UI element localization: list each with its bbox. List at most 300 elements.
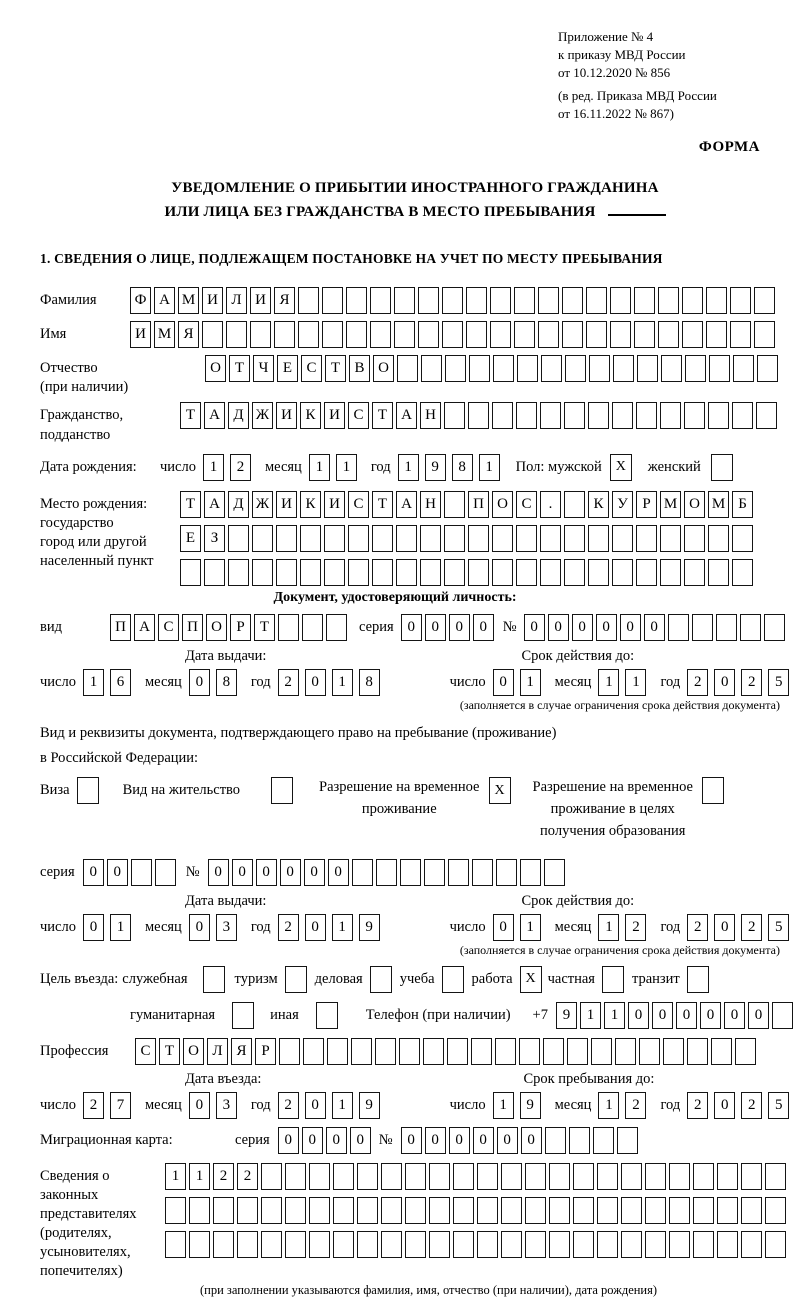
- char-cell[interactable]: [706, 321, 727, 348]
- char-cell[interactable]: 0: [628, 1002, 649, 1029]
- char-cell[interactable]: [711, 1038, 732, 1065]
- char-cell[interactable]: 0: [326, 1127, 347, 1154]
- char-cell[interactable]: [717, 1231, 738, 1258]
- char-cell[interactable]: [237, 1197, 258, 1224]
- char-cell[interactable]: 2: [278, 669, 299, 696]
- char-cell[interactable]: [597, 1231, 618, 1258]
- char-cell[interactable]: [741, 1163, 762, 1190]
- char-cell[interactable]: [716, 614, 737, 641]
- char-cell[interactable]: [519, 1038, 540, 1065]
- char-cell[interactable]: 2: [741, 914, 762, 941]
- char-cell[interactable]: [477, 1163, 498, 1190]
- char-cell[interactable]: [684, 525, 705, 552]
- char-cell[interactable]: С: [348, 402, 369, 429]
- char-cell[interactable]: 0: [493, 914, 514, 941]
- char-cell[interactable]: [396, 559, 417, 586]
- char-cell[interactable]: 0: [748, 1002, 769, 1029]
- char-cell[interactable]: Я: [178, 321, 199, 348]
- char-cell[interactable]: С: [158, 614, 179, 641]
- char-cell[interactable]: [189, 1197, 210, 1224]
- char-cell[interactable]: [213, 1197, 234, 1224]
- temp-permit-checkbox[interactable]: X: [489, 777, 511, 804]
- char-cell[interactable]: Т: [325, 355, 346, 382]
- char-cell[interactable]: 0: [449, 1127, 470, 1154]
- char-cell[interactable]: [309, 1197, 330, 1224]
- char-cell[interactable]: О: [492, 491, 513, 518]
- char-cell[interactable]: [525, 1197, 546, 1224]
- char-cell[interactable]: [612, 402, 633, 429]
- char-cell[interactable]: [237, 1231, 258, 1258]
- char-cell[interactable]: [303, 1038, 324, 1065]
- char-cell[interactable]: [381, 1197, 402, 1224]
- char-cell[interactable]: [226, 321, 247, 348]
- char-cell[interactable]: [562, 321, 583, 348]
- char-cell[interactable]: [645, 1163, 666, 1190]
- char-cell[interactable]: Т: [372, 491, 393, 518]
- char-cell[interactable]: 2: [230, 454, 251, 481]
- char-cell[interactable]: [708, 402, 729, 429]
- char-cell[interactable]: [453, 1231, 474, 1258]
- char-cell[interactable]: [730, 321, 751, 348]
- char-cell[interactable]: 0: [280, 859, 301, 886]
- char-cell[interactable]: 0: [548, 614, 569, 641]
- char-cell[interactable]: [520, 859, 541, 886]
- char-cell[interactable]: 0: [328, 859, 349, 886]
- char-cell[interactable]: [468, 559, 489, 586]
- char-cell[interactable]: С: [135, 1038, 156, 1065]
- char-cell[interactable]: [477, 1231, 498, 1258]
- char-cell[interactable]: [333, 1197, 354, 1224]
- char-cell[interactable]: 0: [714, 1092, 735, 1119]
- char-cell[interactable]: [228, 525, 249, 552]
- temp-permit-edu-checkbox[interactable]: [702, 777, 724, 804]
- char-cell[interactable]: 2: [237, 1163, 258, 1190]
- char-cell[interactable]: М: [154, 321, 175, 348]
- char-cell[interactable]: [261, 1163, 282, 1190]
- char-cell[interactable]: [423, 1038, 444, 1065]
- char-cell[interactable]: 0: [189, 669, 210, 696]
- char-cell[interactable]: [682, 287, 703, 314]
- char-cell[interactable]: 1: [520, 669, 541, 696]
- char-cell[interactable]: [549, 1197, 570, 1224]
- char-cell[interactable]: [405, 1231, 426, 1258]
- char-cell[interactable]: 0: [189, 914, 210, 941]
- char-cell[interactable]: Т: [254, 614, 275, 641]
- char-cell[interactable]: [471, 1038, 492, 1065]
- char-cell[interactable]: Т: [180, 402, 201, 429]
- char-cell[interactable]: [549, 1163, 570, 1190]
- char-cell[interactable]: [370, 321, 391, 348]
- char-cell[interactable]: 2: [83, 1092, 104, 1119]
- char-cell[interactable]: [525, 1231, 546, 1258]
- char-cell[interactable]: [544, 859, 565, 886]
- char-cell[interactable]: [396, 525, 417, 552]
- char-cell[interactable]: [639, 1038, 660, 1065]
- char-cell[interactable]: 1: [479, 454, 500, 481]
- char-cell[interactable]: [693, 1197, 714, 1224]
- char-cell[interactable]: М: [178, 287, 199, 314]
- char-cell[interactable]: А: [134, 614, 155, 641]
- char-cell[interactable]: [279, 1038, 300, 1065]
- char-cell[interactable]: [376, 859, 397, 886]
- char-cell[interactable]: 0: [521, 1127, 542, 1154]
- char-cell[interactable]: [394, 287, 415, 314]
- char-cell[interactable]: 9: [520, 1092, 541, 1119]
- char-cell[interactable]: [764, 614, 785, 641]
- char-cell[interactable]: Н: [420, 402, 441, 429]
- char-cell[interactable]: [326, 614, 347, 641]
- char-cell[interactable]: И: [202, 287, 223, 314]
- char-cell[interactable]: Ж: [252, 402, 273, 429]
- char-cell[interactable]: О: [684, 491, 705, 518]
- char-cell[interactable]: [610, 321, 631, 348]
- char-cell[interactable]: [540, 402, 561, 429]
- char-cell[interactable]: 0: [256, 859, 277, 886]
- char-cell[interactable]: [324, 559, 345, 586]
- char-cell[interactable]: М: [660, 491, 681, 518]
- char-cell[interactable]: [645, 1231, 666, 1258]
- char-cell[interactable]: [468, 402, 489, 429]
- char-cell[interactable]: 2: [687, 669, 708, 696]
- char-cell[interactable]: [493, 355, 514, 382]
- char-cell[interactable]: 0: [596, 614, 617, 641]
- char-cell[interactable]: 0: [493, 669, 514, 696]
- char-cell[interactable]: [370, 287, 391, 314]
- char-cell[interactable]: [516, 402, 537, 429]
- char-cell[interactable]: Р: [230, 614, 251, 641]
- char-cell[interactable]: П: [110, 614, 131, 641]
- char-cell[interactable]: [545, 1127, 566, 1154]
- char-cell[interactable]: [636, 525, 657, 552]
- char-cell[interactable]: 0: [425, 1127, 446, 1154]
- char-cell[interactable]: [660, 402, 681, 429]
- char-cell[interactable]: [492, 402, 513, 429]
- char-cell[interactable]: [348, 525, 369, 552]
- char-cell[interactable]: [375, 1038, 396, 1065]
- char-cell[interactable]: [669, 1231, 690, 1258]
- char-cell[interactable]: 0: [652, 1002, 673, 1029]
- char-cell[interactable]: [740, 614, 761, 641]
- char-cell[interactable]: 9: [359, 914, 380, 941]
- sex-male-checkbox[interactable]: X: [610, 454, 632, 481]
- purpose-private-checkbox[interactable]: [602, 966, 624, 993]
- char-cell[interactable]: Д: [228, 402, 249, 429]
- char-cell[interactable]: [661, 355, 682, 382]
- char-cell[interactable]: [278, 614, 299, 641]
- char-cell[interactable]: Т: [372, 402, 393, 429]
- char-cell[interactable]: [709, 355, 730, 382]
- char-cell[interactable]: 0: [449, 614, 470, 641]
- char-cell[interactable]: [405, 1197, 426, 1224]
- char-cell[interactable]: 1: [598, 1092, 619, 1119]
- char-cell[interactable]: 0: [83, 859, 104, 886]
- char-cell[interactable]: [204, 559, 225, 586]
- char-cell[interactable]: [597, 1163, 618, 1190]
- char-cell[interactable]: [717, 1197, 738, 1224]
- purpose-other-checkbox[interactable]: [316, 1002, 338, 1029]
- char-cell[interactable]: [516, 525, 537, 552]
- char-cell[interactable]: [424, 859, 445, 886]
- char-cell[interactable]: И: [276, 402, 297, 429]
- char-cell[interactable]: 0: [714, 669, 735, 696]
- char-cell[interactable]: 5: [768, 1092, 789, 1119]
- char-cell[interactable]: [514, 321, 535, 348]
- char-cell[interactable]: 0: [524, 614, 545, 641]
- char-cell[interactable]: 0: [305, 669, 326, 696]
- char-cell[interactable]: [684, 402, 705, 429]
- char-cell[interactable]: [684, 559, 705, 586]
- char-cell[interactable]: 0: [714, 914, 735, 941]
- char-cell[interactable]: [309, 1231, 330, 1258]
- char-cell[interactable]: [693, 1231, 714, 1258]
- char-cell[interactable]: 1: [332, 914, 353, 941]
- char-cell[interactable]: [477, 1197, 498, 1224]
- char-cell[interactable]: [429, 1163, 450, 1190]
- char-cell[interactable]: 2: [741, 669, 762, 696]
- char-cell[interactable]: А: [204, 491, 225, 518]
- char-cell[interactable]: 8: [216, 669, 237, 696]
- char-cell[interactable]: [202, 321, 223, 348]
- char-cell[interactable]: [586, 321, 607, 348]
- char-cell[interactable]: К: [588, 491, 609, 518]
- char-cell[interactable]: [514, 287, 535, 314]
- char-cell[interactable]: [637, 355, 658, 382]
- char-cell[interactable]: [615, 1038, 636, 1065]
- char-cell[interactable]: К: [300, 402, 321, 429]
- char-cell[interactable]: [538, 321, 559, 348]
- char-cell[interactable]: А: [154, 287, 175, 314]
- char-cell[interactable]: 2: [625, 1092, 646, 1119]
- char-cell[interactable]: 9: [359, 1092, 380, 1119]
- char-cell[interactable]: 0: [208, 859, 229, 886]
- char-cell[interactable]: [754, 321, 775, 348]
- char-cell[interactable]: 0: [305, 914, 326, 941]
- char-cell[interactable]: [613, 355, 634, 382]
- char-cell[interactable]: [687, 1038, 708, 1065]
- char-cell[interactable]: Д: [228, 491, 249, 518]
- char-cell[interactable]: [490, 287, 511, 314]
- char-cell[interactable]: 3: [216, 1092, 237, 1119]
- char-cell[interactable]: С: [348, 491, 369, 518]
- char-cell[interactable]: С: [301, 355, 322, 382]
- char-cell[interactable]: [612, 525, 633, 552]
- char-cell[interactable]: [352, 859, 373, 886]
- char-cell[interactable]: [591, 1038, 612, 1065]
- char-cell[interactable]: [540, 559, 561, 586]
- char-cell[interactable]: [549, 1231, 570, 1258]
- char-cell[interactable]: [682, 321, 703, 348]
- char-cell[interactable]: [621, 1197, 642, 1224]
- char-cell[interactable]: Л: [207, 1038, 228, 1065]
- char-cell[interactable]: [372, 559, 393, 586]
- char-cell[interactable]: [765, 1197, 786, 1224]
- char-cell[interactable]: 6: [110, 669, 131, 696]
- char-cell[interactable]: [732, 525, 753, 552]
- char-cell[interactable]: [708, 559, 729, 586]
- char-cell[interactable]: 2: [213, 1163, 234, 1190]
- char-cell[interactable]: [717, 1163, 738, 1190]
- char-cell[interactable]: [495, 1038, 516, 1065]
- char-cell[interactable]: [261, 1231, 282, 1258]
- char-cell[interactable]: 1: [580, 1002, 601, 1029]
- char-cell[interactable]: [165, 1197, 186, 1224]
- char-cell[interactable]: П: [182, 614, 203, 641]
- char-cell[interactable]: З: [204, 525, 225, 552]
- char-cell[interactable]: 0: [425, 614, 446, 641]
- char-cell[interactable]: 2: [687, 1092, 708, 1119]
- char-cell[interactable]: [300, 525, 321, 552]
- char-cell[interactable]: 0: [278, 1127, 299, 1154]
- char-cell[interactable]: [131, 859, 152, 886]
- char-cell[interactable]: 2: [278, 914, 299, 941]
- char-cell[interactable]: [453, 1163, 474, 1190]
- char-cell[interactable]: [298, 287, 319, 314]
- char-cell[interactable]: М: [708, 491, 729, 518]
- char-cell[interactable]: [397, 355, 418, 382]
- char-cell[interactable]: [765, 1163, 786, 1190]
- purpose-humanitarian-checkbox[interactable]: [232, 1002, 254, 1029]
- char-cell[interactable]: [405, 1163, 426, 1190]
- char-cell[interactable]: [447, 1038, 468, 1065]
- char-cell[interactable]: 8: [359, 669, 380, 696]
- char-cell[interactable]: [660, 559, 681, 586]
- char-cell[interactable]: 2: [687, 914, 708, 941]
- purpose-official-checkbox[interactable]: [203, 966, 225, 993]
- char-cell[interactable]: [588, 559, 609, 586]
- char-cell[interactable]: 1: [110, 914, 131, 941]
- char-cell[interactable]: О: [183, 1038, 204, 1065]
- char-cell[interactable]: [617, 1127, 638, 1154]
- char-cell[interactable]: [708, 525, 729, 552]
- char-cell[interactable]: 0: [302, 1127, 323, 1154]
- char-cell[interactable]: [357, 1197, 378, 1224]
- char-cell[interactable]: [351, 1038, 372, 1065]
- char-cell[interactable]: [564, 402, 585, 429]
- char-cell[interactable]: 0: [304, 859, 325, 886]
- char-cell[interactable]: 1: [83, 669, 104, 696]
- char-cell[interactable]: [658, 321, 679, 348]
- visa-checkbox[interactable]: [77, 777, 99, 804]
- char-cell[interactable]: 7: [110, 1092, 131, 1119]
- char-cell[interactable]: 0: [473, 1127, 494, 1154]
- char-cell[interactable]: 0: [83, 914, 104, 941]
- char-cell[interactable]: [573, 1163, 594, 1190]
- char-cell[interactable]: [706, 287, 727, 314]
- char-cell[interactable]: Е: [277, 355, 298, 382]
- char-cell[interactable]: 0: [401, 614, 422, 641]
- char-cell[interactable]: [754, 287, 775, 314]
- char-cell[interactable]: Р: [255, 1038, 276, 1065]
- char-cell[interactable]: 1: [336, 454, 357, 481]
- char-cell[interactable]: [612, 559, 633, 586]
- char-cell[interactable]: [589, 355, 610, 382]
- char-cell[interactable]: К: [300, 491, 321, 518]
- char-cell[interactable]: [543, 1038, 564, 1065]
- char-cell[interactable]: [285, 1231, 306, 1258]
- purpose-transit-checkbox[interactable]: [687, 966, 709, 993]
- char-cell[interactable]: [741, 1231, 762, 1258]
- char-cell[interactable]: А: [396, 402, 417, 429]
- char-cell[interactable]: [621, 1163, 642, 1190]
- char-cell[interactable]: [517, 355, 538, 382]
- char-cell[interactable]: [346, 287, 367, 314]
- char-cell[interactable]: И: [250, 287, 271, 314]
- char-cell[interactable]: [276, 559, 297, 586]
- char-cell[interactable]: 0: [700, 1002, 721, 1029]
- char-cell[interactable]: [501, 1197, 522, 1224]
- char-cell[interactable]: 2: [278, 1092, 299, 1119]
- char-cell[interactable]: [588, 525, 609, 552]
- char-cell[interactable]: 0: [644, 614, 665, 641]
- char-cell[interactable]: И: [276, 491, 297, 518]
- char-cell[interactable]: [429, 1197, 450, 1224]
- char-cell[interactable]: [300, 559, 321, 586]
- char-cell[interactable]: [693, 1163, 714, 1190]
- char-cell[interactable]: [669, 1163, 690, 1190]
- char-cell[interactable]: [565, 355, 586, 382]
- char-cell[interactable]: [593, 1127, 614, 1154]
- char-cell[interactable]: [324, 525, 345, 552]
- char-cell[interactable]: [429, 1231, 450, 1258]
- char-cell[interactable]: 1: [598, 669, 619, 696]
- char-cell[interactable]: [466, 287, 487, 314]
- char-cell[interactable]: Е: [180, 525, 201, 552]
- char-cell[interactable]: [252, 559, 273, 586]
- char-cell[interactable]: [564, 559, 585, 586]
- char-cell[interactable]: [621, 1231, 642, 1258]
- char-cell[interactable]: [285, 1197, 306, 1224]
- char-cell[interactable]: 0: [572, 614, 593, 641]
- char-cell[interactable]: [496, 859, 517, 886]
- char-cell[interactable]: Н: [420, 491, 441, 518]
- char-cell[interactable]: [501, 1163, 522, 1190]
- char-cell[interactable]: 3: [216, 914, 237, 941]
- char-cell[interactable]: [333, 1163, 354, 1190]
- char-cell[interactable]: [540, 525, 561, 552]
- sex-female-checkbox[interactable]: [711, 454, 733, 481]
- purpose-business-checkbox[interactable]: [370, 966, 392, 993]
- char-cell[interactable]: О: [206, 614, 227, 641]
- char-cell[interactable]: О: [373, 355, 394, 382]
- char-cell[interactable]: [469, 355, 490, 382]
- char-cell[interactable]: [285, 1163, 306, 1190]
- char-cell[interactable]: [399, 1038, 420, 1065]
- char-cell[interactable]: [444, 402, 465, 429]
- char-cell[interactable]: [492, 525, 513, 552]
- char-cell[interactable]: 1: [398, 454, 419, 481]
- char-cell[interactable]: 1: [332, 669, 353, 696]
- char-cell[interactable]: 0: [620, 614, 641, 641]
- purpose-study-checkbox[interactable]: [442, 966, 464, 993]
- char-cell[interactable]: 1: [203, 454, 224, 481]
- char-cell[interactable]: 0: [497, 1127, 518, 1154]
- char-cell[interactable]: [472, 859, 493, 886]
- char-cell[interactable]: [274, 321, 295, 348]
- char-cell[interactable]: [372, 525, 393, 552]
- char-cell[interactable]: [586, 287, 607, 314]
- char-cell[interactable]: 2: [741, 1092, 762, 1119]
- char-cell[interactable]: [756, 402, 777, 429]
- char-cell[interactable]: Т: [229, 355, 250, 382]
- char-cell[interactable]: [302, 614, 323, 641]
- char-cell[interactable]: [276, 525, 297, 552]
- char-cell[interactable]: [757, 355, 778, 382]
- char-cell[interactable]: [645, 1197, 666, 1224]
- char-cell[interactable]: [466, 321, 487, 348]
- char-cell[interactable]: Ф: [130, 287, 151, 314]
- char-cell[interactable]: С: [516, 491, 537, 518]
- char-cell[interactable]: [322, 287, 343, 314]
